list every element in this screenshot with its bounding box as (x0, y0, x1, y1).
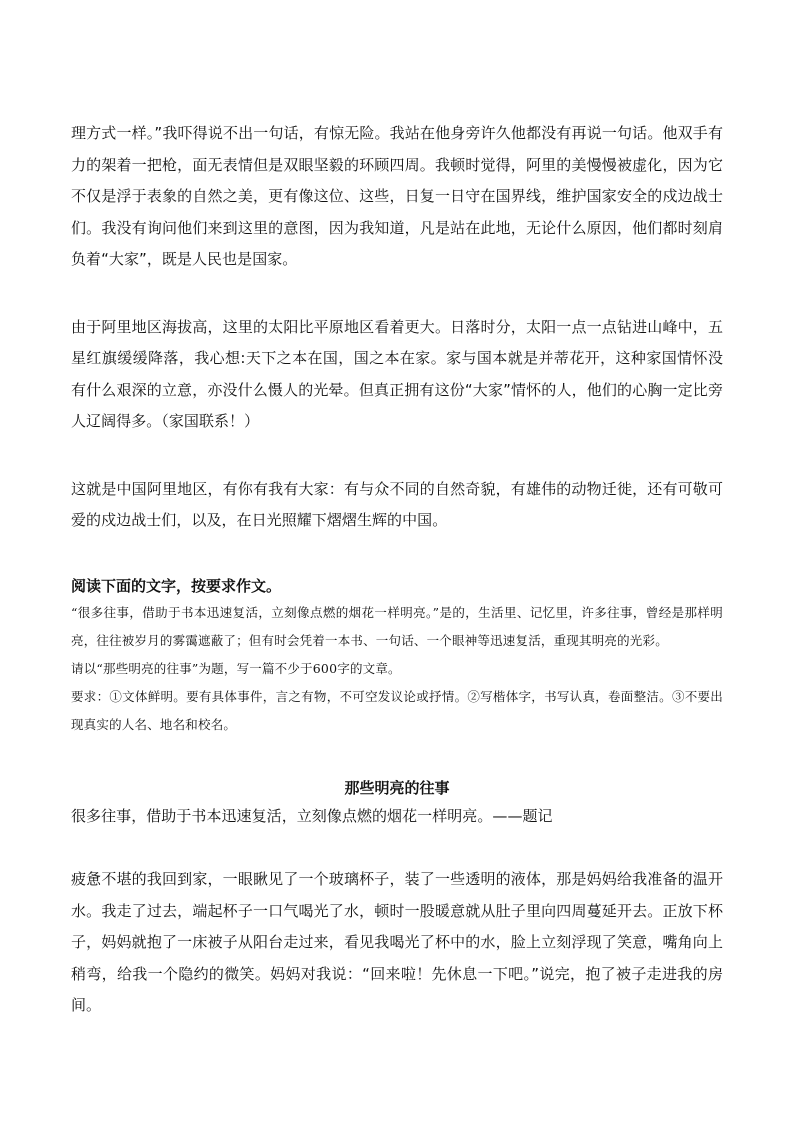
task-prompt-quote: “很多往事，借助于书本迅速复活，立刻像点燃的烟花一样明亮。”是的，生活里、记忆里，许多往事，曾经是那样明亮，往往被岁月的雾霭遮蔽了；但有时会凭着一本书、一句话、一个眼神等迅速复活，重现其明亮的光彩。 (71, 604, 723, 648)
task-prompt-instruction: 请以“那些明亮的往事”为题，写一篇不少于600字的文章。 (71, 660, 401, 676)
spacer (71, 832, 723, 864)
spacer (71, 276, 723, 312)
document-page (71, 118, 723, 1022)
spacer (71, 537, 723, 573)
spacer (71, 438, 723, 474)
passage-paragraph-3: 这就是中国阿里地区，有你有我有大家：有与众不同的自然奇貌，有雄伟的动物迁徙，还有可敬可爱的戍边战士们，以及，在日光照耀下熠熠生辉的中国。 (71, 479, 723, 529)
task-prompt-requirements: 要求：①文体鲜明。要有具体事件，言之有物，不可空发议论或抒情。②写楷体字，书写认真，卷面整洁。③不要出现真实的人名、地名和校名。 (71, 688, 723, 732)
essay-paragraph-1: 疲惫不堪的我回到家，一眼瞅见了一个玻璃杯子，装了一些透明的液体，那是妈妈给我准备的温开水。我走了过去，端起杯子一口气喝光了水，顿时一股暖意就从肚子里向四周蔓延开去。正放下杯子，妈妈就抱了一床被子从阳台走过来，看见我喝光了杯中的水，脸上立刻浮现了笑意，嘴角向上稍弯，给我一个隐约的微笑。妈妈对我说：“回来啦！先休息一下吧。”说完，抱了被子走进我的房间。 (71, 870, 723, 1014)
spacer (71, 739, 723, 775)
essay-epigraph: 很多往事，借助于书本迅速复活，立刻像点燃的烟花一样明亮。——题记 (71, 806, 553, 825)
task-heading: 阅读下面的文字，按要求作文。 (71, 576, 282, 595)
essay-title: 那些明亮的往事 (344, 778, 450, 797)
passage-paragraph-1: 理方式一样。”我吓得说不出一句话，有惊无险。我站在他身旁许久他都没有再说一句话。他双手有力的架着一把枪，面无表情但是双眼坚毅的环顾四周。我顿时觉得，阿里的美慢慢被虚化，因为它不仅是浮于表象的自然之美，更有像这位、这些，日复一日守在国界线，维护国家安全的戍边战士们。我没有询问他们来到这里的意图，因为我知道，凡是站在此地，无论什么原因，他们都时刻肩负着“大家”，既是人民也是国家。 (71, 124, 723, 268)
passage-paragraph-2: 由于阿里地区海拔高，这里的太阳比平原地区看着更大。日落时分，太阳一点一点钻进山峰中，五星红旗缓缓降落，我心想:天下之本在国，国之本在家。家与国本就是并蒂花开，这种家国情怀没有什么艰深的立意，亦没什么慑人的光晕。但真正拥有这份“大家”情怀的人，他们的心胸一定比旁人辽阔得多。（家国联系！） (71, 317, 723, 430)
